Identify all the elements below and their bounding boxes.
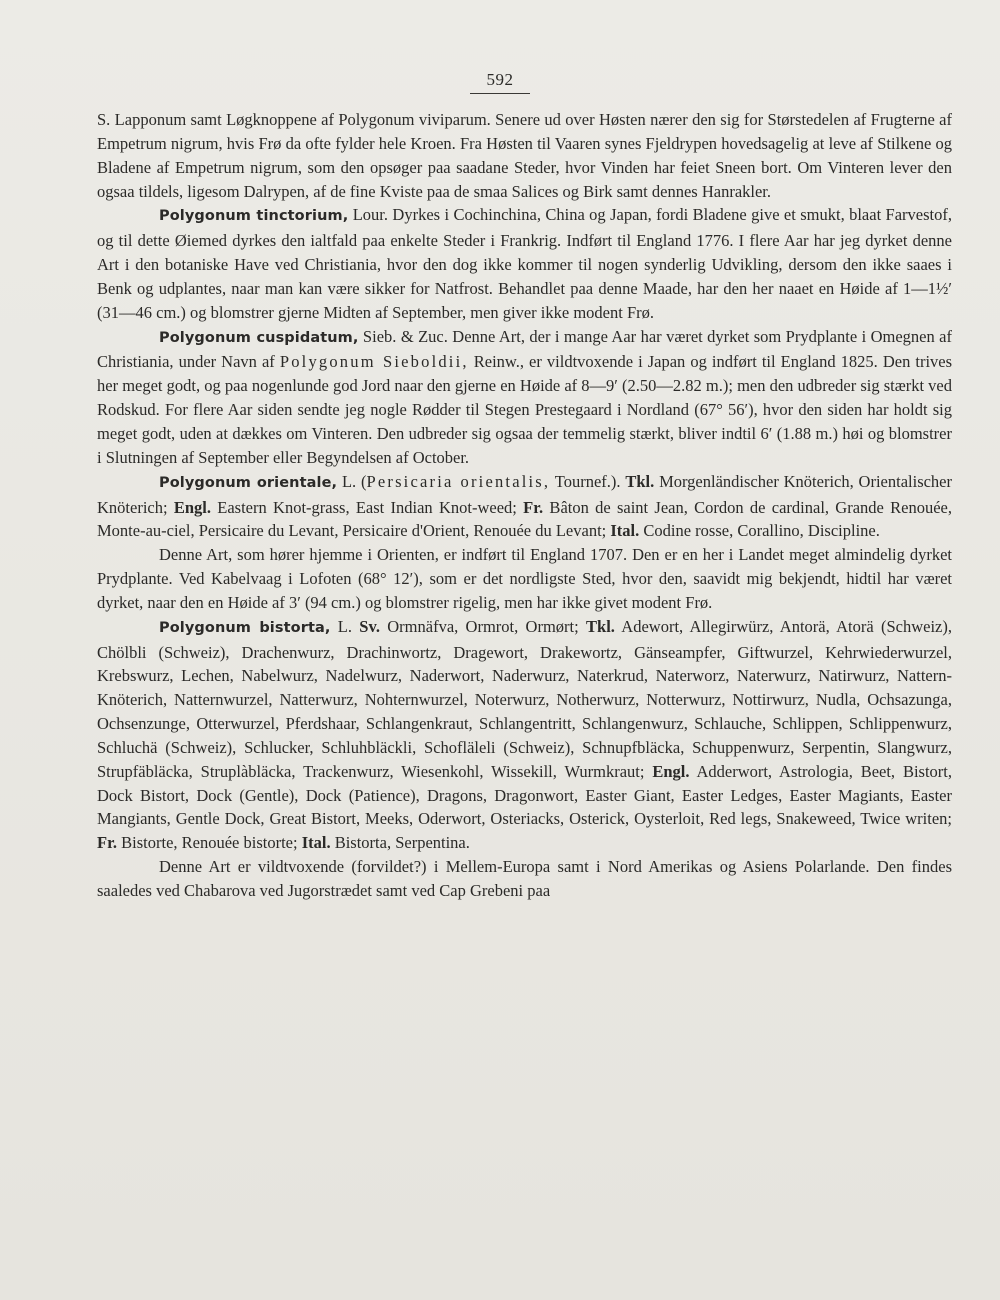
text-run: Adderwort, Astrologia, Beet, Bistort, Dock Bistort, Dock (Gentle), Dock (Patience), Dragons, Dragonwort, Easter Giant, Easter Ledges, Easter Magiants, Easter Mangiants, Gentle Dock, Great Bistort, Meeks, Oderwort, Osteriacks, Osterick, Oysterloit, Red legs, Snakeweed, Twice writen; xyxy=(97,761,952,829)
paragraph-polygonum-cuspidatum xyxy=(97,325,952,470)
text-run: Bistorte, Renouée bistorte; xyxy=(117,833,302,853)
language-abbreviation: Tkl. xyxy=(586,616,615,636)
text-run: Adewort, Allegirwürz, Antorä, Atorä (Schweiz), Chölbli (Schweiz), Drachenwurz, Drachinwortz, Dragewort, Drakewortz, Gänseampfer, Giftwurzel, Kehrwiederwurzel, Krebswurz, Lechen, Nabelwurz, Nadelwurz, Naderwort, Naderwurz, Naterkrud, Naterworz, Naterwurz, Natirwurz, Nattern-Knöterich, Natternwurzel, Natterwurz, Nohternwurzel, Noterwurz, Notherwurz, Notterwurz, Nottirwurz, Nudla, Ochsazunga, Ochsenzunge, Otterwurzel, Pferdshaar, Schlangenkraut, Schlangentritt, Schlangenwurz, Schlauche, Schlippen, Schlippenwurz, Schluchä (Schweiz), Schlucker, Schluhbläckli, Schofläleli (Schweiz), Schnupfbläcka, Schuppenwurz, Serpentin, Slangwurz, Strupfäbläcka, Struplàbläcka, Trackenwurz, Wiesenkohl, Wissekill, Wurmkraut; xyxy=(97,616,952,781)
text-run: Lour. Dyrkes i Cochinchina, China og Japan, fordi Bladene give et smukt, blaat Farvestof, og til dette Øiemed dyrkes den ialtfald paa enkelte Steder i Frankrig. Indført til England 1776. I flere Aar har jeg dyrket denne Art i den botaniske Have ved Christiania, hvor den dog ikke kommer til nogen synderlig Udvikling, dersom den ikke saaes i Benk og udplantes, naar man kan være sikker for Natfrost. Behandlet paa denne Maade, har den her naaet en Høide af 1—1½′ (31—46 cm.) og blomstrer gjerne Midten af September, men giver ikke modent Frø. xyxy=(97,205,953,322)
paragraph-polygonum-orientale xyxy=(97,470,952,544)
body-text xyxy=(97,108,952,903)
text-run: Denne Art, som hører hjemme i Orienten, er indført til England 1707. Den er en her i Landet meget almindelig dyrket Prydplante. Ved Kabelvaag i Lofoten (68° 12′), som er det nordligste Sted, hvor den, saavidt mig bekjendt, hidtil har været dyrket, naar den en Høide af 3′ (94 cm.) og blomstrer rigelig, men har ikke givet modent Frø. xyxy=(97,545,952,612)
language-abbreviation: Ital. xyxy=(301,833,331,853)
text-run: Morgenländischer Knöterich, Orientalischer Knöterich; xyxy=(97,471,953,517)
text-run: Denne Art er vildtvoxende (forvildet?) i Mellem-Europa samt i Nord Amerikas og Asiens Polarlande. Den findes saaledes ved Chabarova ved Jugorstrædet samt ved Cap Grebeni paa xyxy=(97,857,952,900)
language-abbreviation: Sv. xyxy=(359,616,380,636)
synonym-name: Polygonum Sieboldii, xyxy=(279,352,469,372)
synonym-name: Persicaria orientalis, xyxy=(366,471,551,491)
language-abbreviation: Ital. xyxy=(610,521,640,541)
text-run: Bâton de saint Jean, Cordon de cardinal, Grande Renouée, Monte-au-ciel, Persicaire du Levant, Persicaire d'Orient, Renouée du Levant; xyxy=(97,497,952,541)
text-run: L. ( xyxy=(337,471,367,491)
species-name: Polygonum cuspidatum, xyxy=(159,329,359,346)
paragraph-polygonum-tinctorium xyxy=(97,203,952,324)
species-name: Polygonum bistorta, xyxy=(159,619,331,636)
page-number-rule xyxy=(470,93,530,94)
language-abbreviation: Engl. xyxy=(173,497,211,517)
paragraph-bistorta-distribution xyxy=(97,855,952,903)
text-run: Bistorta, Serpentina. xyxy=(330,833,470,853)
paragraph-lapponum xyxy=(97,108,952,203)
text-run: Ormnäfva, Ormrot, Ormørt; xyxy=(379,616,587,636)
language-abbreviation: Fr. xyxy=(523,497,544,517)
text-run: Sieb. & Zuc. Denne Art, der i mange Aar har været dyrket som Prydplante i Omegnen af Christiania, under Navn af xyxy=(97,326,952,372)
text-run: Reinw., er vildtvoxende i Japan og indført til England 1825. Den trives her meget godt, og paa nogenlunde god Jord naar den gjerne en Høide af 8—9′ (2.50—2.82 m.); men den udbreder sig stærkt ved Rodskud. For flere Aar siden sendte jeg nogle Rødder til Stegen Prestegaard i Nordland (67° 56′), hvor den siden har holdt sig meget godt, uden at dækkes om Vinteren. Den udbreder sig ogsaa der temmelig stærkt, bliver indtil 6′ (1.88 m.) høi og blomstrer i Slutningen af September eller Begyndelsen af October. xyxy=(97,352,953,467)
species-name: Polygonum orientale, xyxy=(159,474,338,491)
text-run: Eastern Knot-grass, East Indian Knot-weed; xyxy=(211,497,524,517)
text-run: Tournef.). xyxy=(550,471,626,491)
text-run: Codine rosse, Corallino, Discipline. xyxy=(639,521,880,541)
language-abbreviation: Tkl. xyxy=(625,471,655,491)
text-run: L. xyxy=(330,616,360,636)
text-run: S. Lapponum samt Løgknoppene af Polygonum viviparum. Senere ud over Høsten nærer den sig for Størstedelen af Frugterne af Empetrum nigrum, hvis Frø da ofte fylder hele Kroen. Fra Høsten til Vaaren synes Fjeldrypen hovedsagelig at leve af Stilkene og Bladene af Empetrum nigrum, som den opsøger paa saadane Steder, hvor Vinden har feiet Sneen bort. Om Vinteren lever den ogsaa tildels, ligesom Dalrypen, af de fine Kviste paa de smaa Salices og Birk samt dennes Hanrakler. xyxy=(97,110,952,201)
paragraph-polygonum-bistorta xyxy=(97,615,952,855)
page-number: 592 xyxy=(486,70,514,89)
species-name: Polygonum tinctorium, xyxy=(159,208,349,225)
language-abbreviation: Engl. xyxy=(652,761,690,781)
language-abbreviation: Fr. xyxy=(97,833,118,853)
paragraph-orientale-cultivation xyxy=(97,543,952,615)
